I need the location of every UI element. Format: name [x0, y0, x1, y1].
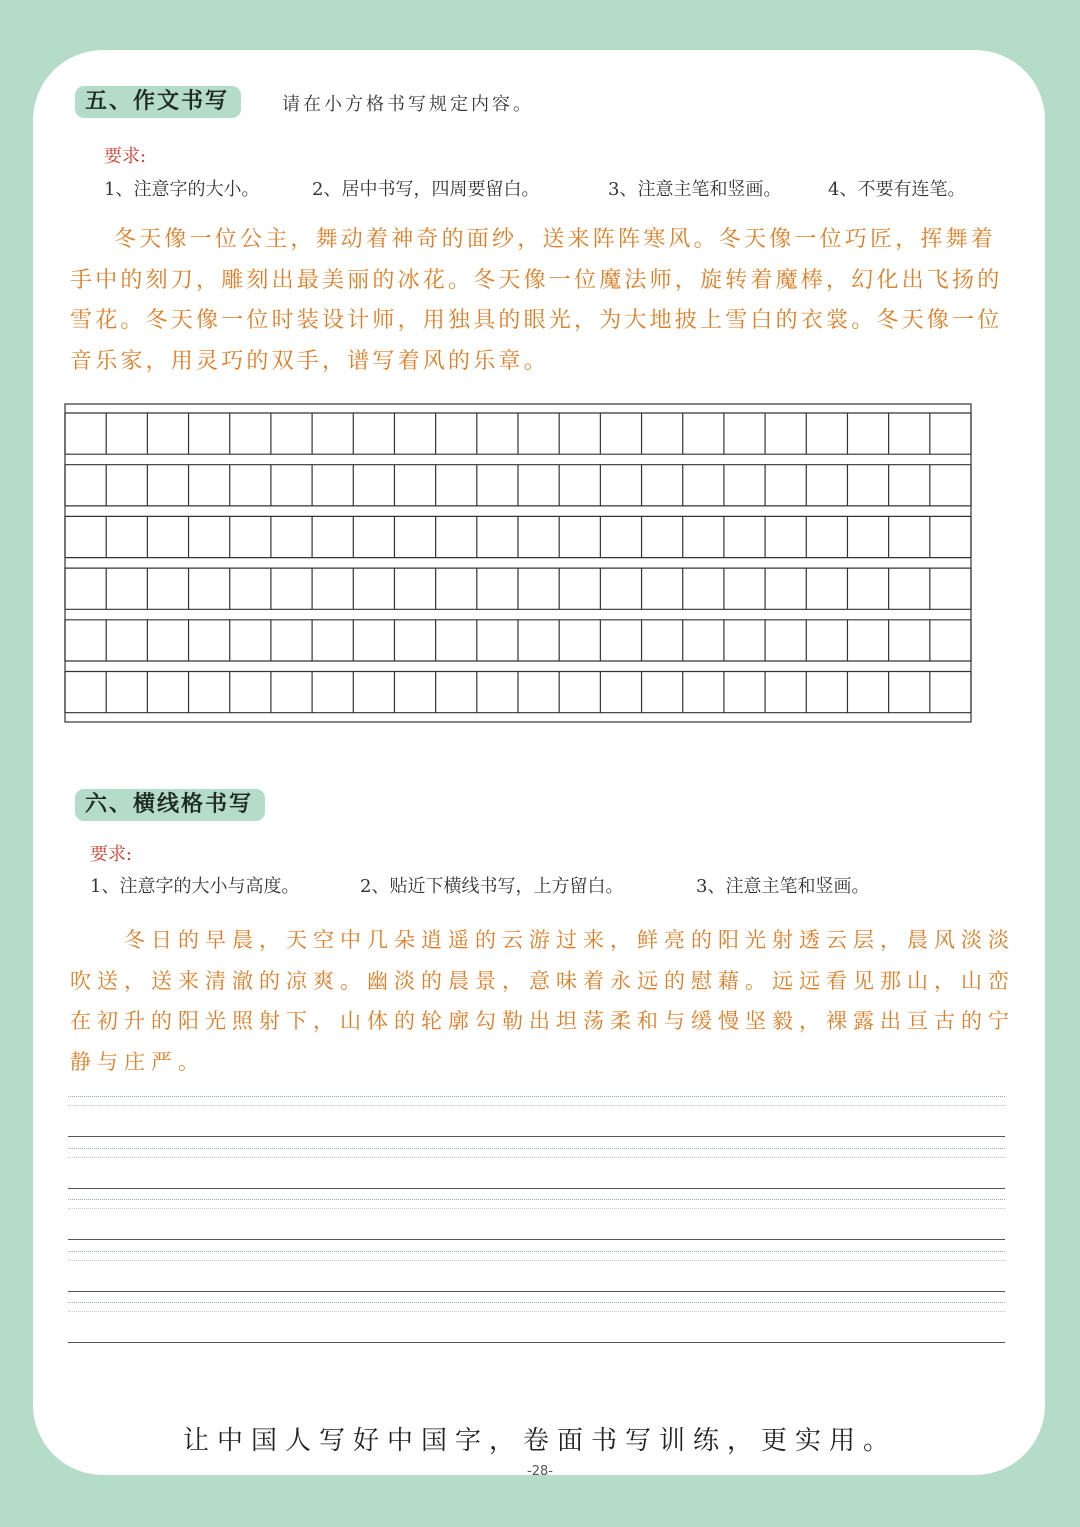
passage-line: 冬日的早晨，天空中几朵逍遥的云游过来，鲜亮的阳光射透云层，晨风淡淡 — [124, 928, 1015, 952]
grid-row[interactable] — [65, 568, 971, 609]
passage-line: 吹送，送来清澈的凉爽。幽淡的晨景，意味着永远的慰藉。远远看见那山，山峦 — [70, 968, 1015, 993]
passage-line: 静与庄严。 — [70, 1049, 205, 1074]
page-number: -28- — [527, 1464, 553, 1479]
section6-passage — [70, 920, 1015, 1082]
passage-line: 音乐家，用灵巧的双手，谱写着风的乐章。 — [70, 348, 549, 374]
writing-line[interactable] — [68, 1251, 1005, 1303]
writing-line[interactable] — [68, 1096, 1005, 1148]
grid-row[interactable] — [65, 516, 971, 557]
passage-line: 在初升的阳光照射下，山体的轮廓勾勒出坦荡柔和与缓慢坚毅，裸露出亘古的宁 — [70, 1009, 1015, 1033]
requirement-item: 2、居中书写，四周要留白。 — [312, 179, 540, 200]
section5-title: 五、作文书写 — [75, 86, 241, 118]
grid-row[interactable] — [65, 413, 971, 454]
writing-line[interactable] — [68, 1302, 1005, 1354]
passage-line: 雪花。冬天像一位时装设计师，用独具的眼光，为大地披上雪白的衣裳。冬天像一位 — [70, 308, 1003, 333]
section5-instruction: 请在小方格书写规定内容。 — [282, 94, 534, 115]
writing-line[interactable] — [68, 1148, 1005, 1200]
requirement-item: 1、注意字的大小。 — [104, 179, 260, 200]
requirement-item: 3、注意主笔和竖画。 — [608, 179, 782, 200]
passage-line: 冬天像一位公主，舞动着神奇的面纱，送来阵阵寒风。冬天像一位巧匠，挥舞着 — [114, 227, 997, 252]
footer-slogan: 让中国人写好中国字，卷面书写训练，更实用。 — [182, 1426, 897, 1456]
requirement-item: 4、不要有连笔。 — [828, 179, 966, 200]
writing-line[interactable] — [68, 1199, 1005, 1251]
requirement-item: 1、注意字的大小与高度。 — [90, 876, 300, 897]
grid-row[interactable] — [65, 672, 971, 713]
grid-row[interactable] — [65, 465, 971, 506]
requirement-item: 2、贴近下横线书写，上方留白。 — [360, 876, 624, 897]
section6-req-label: 要求: — [90, 844, 133, 865]
writing-grid[interactable] — [64, 403, 972, 725]
horizontal-writing-lines[interactable] — [68, 1096, 1005, 1354]
requirement-item: 3、注意主笔和竖画。 — [696, 876, 870, 897]
grid-row[interactable] — [65, 620, 971, 661]
section6-title: 六、横线格书写 — [75, 789, 265, 821]
section5-req-label: 要求: — [104, 146, 147, 167]
passage-line: 手中的刻刀，雕刻出最美丽的冰花。冬天像一位魔法师，旋转着魔棒，幻化出飞扬的 — [70, 267, 1003, 293]
section5-passage — [70, 220, 1002, 382]
